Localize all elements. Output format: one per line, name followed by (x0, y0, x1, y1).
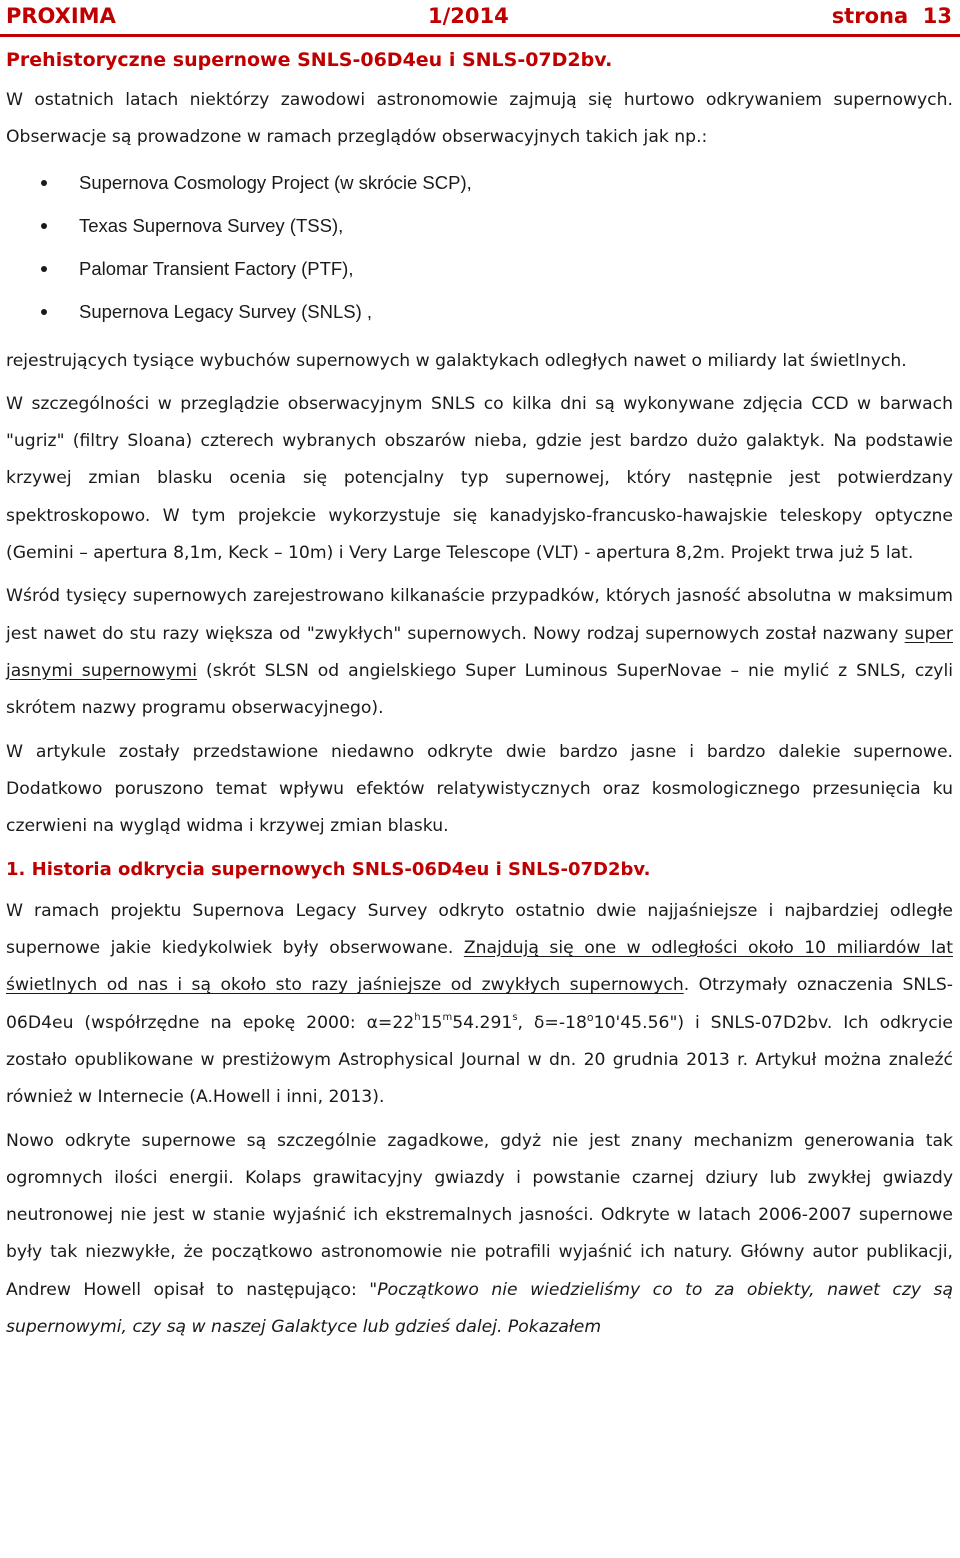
article-summary-paragraph: W artykule zostały przedstawione niedawno odkryte dwie bardzo jasne i bardzo dalekie supernowe. Dodatkowo poruszono temat wpływu efektów relatywistycznych oraz kosmologicznego przesunięcia ku czerwieni na wygląd widma i krzywej zmian blasku. (6, 741, 953, 837)
survey-label: Palomar Transient Factory (PTF), (79, 257, 354, 279)
mystery-text: Nowo odkryte supernowe są szczególnie zagadkowe, gdyż nie jest znany mechanizm generowania tak ogromnych ilości energii. Kolaps grawitacyjny gwiazdy i powstanie czarnej dziury lub zwykłej gwiazdy neutronowej nie jest w stanie wyjaśnić ich ekstremalnych jasności. Odkryte w latach 2006-2007 supernowe były tak niezwykłe, że początkowo astronomowie nie potrafili wyjaśnić ich natury. Główny autor publikacji, Andrew Howell opisał to następująco: " (6, 1130, 953, 1300)
list-item (6, 247, 953, 290)
page-label: strona (831, 4, 909, 28)
bullet-icon (41, 309, 47, 315)
degree-sign: o (586, 1010, 594, 1024)
list-item (6, 161, 953, 204)
survey-label: Supernova Cosmology Project (w skrócie SCP), (79, 171, 472, 193)
ra-hours-unit: h (414, 1011, 421, 1023)
discovery-underlined: Znajdują się one w odległości około 10 miliardów lat świetlnych od nas i są około sto razy jaśniejsze od zwykłych supernowych (6, 938, 953, 996)
page-number: 13 (922, 4, 952, 28)
article-body (6, 82, 953, 1352)
bullet-icon (41, 223, 47, 229)
section-heading: 1. Historia odkrycia supernowych SNLS-06D4eu i SNLS-07D2bv. (6, 859, 651, 881)
snls-paragraph: W szczególności w przeglądzie obserwacyjnym SNLS co kilka dni są wykonywane zdjęcia CCD w barwach "ugriz" (filtry Sloana) czterech wybranych obszarów nieba, gdzie jest bardzo dużo galaktyk. Na podstawie krzywej zmian blasku ocenia się potencjalny typ supernowej, który następnie jest potwierdzany spektroskopowo. W tym projekcie wykorzystuje się kanadyjsko-francusko-hawajskie teleskopy optyczne (Gemini – apertura 8,1m, Keck – 10m) i Very Large Telescope (VLT) - apertura 8,2m. Projekt trwa już 5 lat. (6, 393, 953, 564)
bullet-icon (41, 180, 47, 186)
issue-number: 1/2014 (428, 4, 509, 28)
intro-paragraph: W ostatnich latach niektórzy zawodowi astronomowie zajmują się hurtowo odkrywaniem supernowych. Obserwacje są prowadzone w ramach przeglądów obserwacyjnych takich jak np.: (6, 90, 953, 148)
ra-seconds: 54.291 (452, 1012, 513, 1033)
list-item (6, 290, 953, 333)
article-title: Prehistoryczne supernowe SNLS-06D4eu i SNLS-07D2bv. (6, 49, 613, 71)
page-indicator (832, 0, 952, 33)
slsn-text-after: (skrót SLSN od angielskiego Super Luminous SuperNovae – nie mylić z SNLS, czyli skrótem nazwy programu obserwacyjnego). (6, 660, 954, 719)
slsn-text-before: Wśród tysięcy supernowych zarejestrowano kilkanaście przypadków, których jasność absolutna w maksimum jest nawet do stu razy większa od "zwykłych" supernowych. Nowy rodzaj supernowych został nazwany (6, 586, 953, 644)
discovery-tail: 10'45.56") i SNLS-07D2bv. Ich odkrycie zostało opublikowane w prestiżowym Astrophysical Journal w dn. 20 grudnia 2013 r. Artykuł można znaleźć również w Internecie (A.Howell i inni, 2013). (6, 1012, 954, 1108)
discovery-mid: . Otrzymały oznaczenia SNLS-06D4eu (współrzędne na epokę 2000: α=22 (6, 975, 953, 1033)
list-item (6, 204, 953, 247)
dec-degrees: , δ=-18 (517, 1012, 587, 1033)
magazine-name: PROXIMA (6, 4, 116, 28)
survey-label: Texas Supernova Survey (TSS), (79, 214, 344, 236)
page-header (0, 0, 960, 37)
bullet-icon (41, 266, 47, 272)
slsn-paragraph (6, 578, 953, 727)
howell-quote: Początkowo nie wiedzieliśmy co to za obiekty, nawet czy są supernowymi, czy są w naszej Galaktyce lub gdzieś dalej. Pokazałem (6, 1279, 953, 1338)
survey-label: Supernova Legacy Survey (SNLS) , (79, 300, 373, 322)
survey-list (6, 161, 953, 333)
discovery-lead: W ramach projektu Supernova Legacy Survey odkryto ostatnio dwie najjaśniejsze i najbardziej odległe supernowe jakie kiedykolwiek były obserwowane. (6, 900, 953, 959)
after-list-paragraph: rejestrujących tysiące wybuchów supernowych w galaktykach odległych nawet o miliardy lat świetlnych. (6, 350, 907, 371)
slsn-term: super jasnymi supernowymi (6, 623, 953, 681)
mystery-paragraph (6, 1123, 953, 1347)
ra-minutes-unit: m (442, 1011, 453, 1023)
discovery-paragraph (6, 893, 953, 1117)
ra-minutes: 15 (420, 1012, 443, 1033)
ra-seconds-unit: s (512, 1011, 518, 1023)
